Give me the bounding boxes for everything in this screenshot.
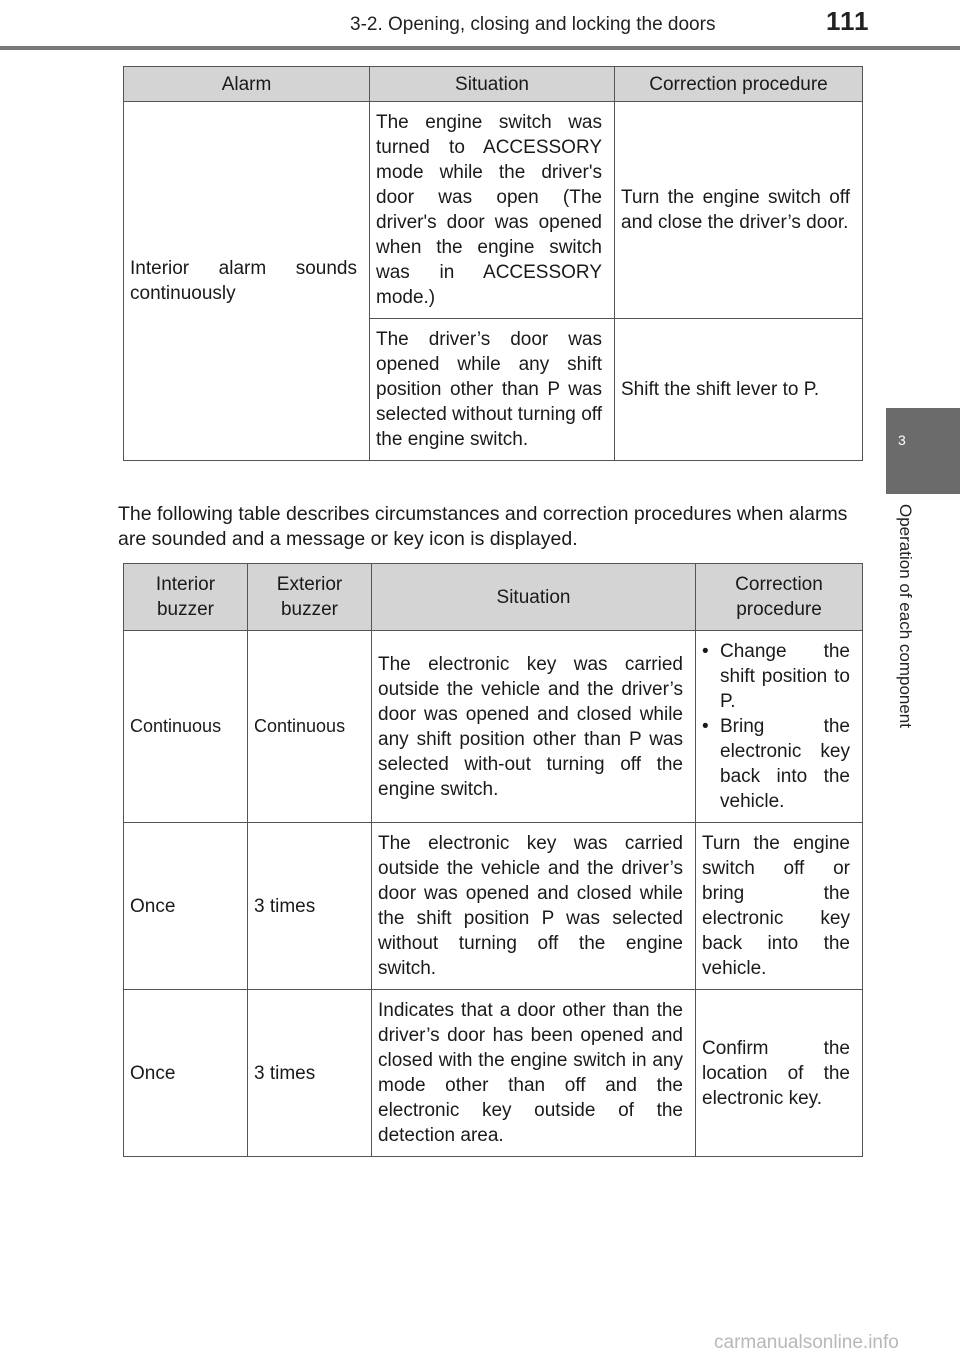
header-situation: Situation bbox=[372, 564, 696, 631]
section-title: 3-2. Opening, closing and locking the doors bbox=[350, 14, 716, 35]
interior-buzzer-cell: Once bbox=[124, 990, 248, 1157]
watermark: carmanualsonline.info bbox=[714, 1332, 899, 1353]
table-header-row bbox=[124, 564, 863, 631]
page-header bbox=[0, 0, 960, 50]
situation-cell: The driver’s door was opened while any shift position other than P was selected without turning off the engine switch. bbox=[370, 319, 615, 461]
interior-buzzer-cell: Once bbox=[124, 823, 248, 990]
header-exterior-buzzer: Exterior buzzer bbox=[248, 564, 372, 631]
table-row bbox=[124, 990, 863, 1157]
chapter-label-wrap bbox=[888, 504, 922, 776]
situation-cell: The electronic key was carried outside the vehicle and the driver’s door was opened and closed while the shift position P was selected without turning off the engine switch. bbox=[372, 823, 696, 990]
exterior-buzzer-cell: 3 times bbox=[248, 990, 372, 1157]
chapter-label: Operation of each component bbox=[896, 504, 915, 728]
correction-cell: Shift the shift lever to P. bbox=[615, 319, 863, 461]
header-interior-buzzer: Interior buzzer bbox=[124, 564, 248, 631]
situation-cell: The electronic key was carried outside the vehicle and the driver’s door was opened and closed while any shift position other than P was selected with-out turning off the engine switch. bbox=[372, 631, 696, 823]
table-header-row bbox=[124, 67, 863, 102]
correction-cell: Turn the engine switch off or bring the electronic key back into the vehicle. bbox=[696, 823, 863, 990]
alarm-table bbox=[123, 66, 863, 461]
list-item: • Bring the electronic key back into the vehicle. bbox=[702, 714, 850, 814]
header-alarm: Alarm bbox=[124, 67, 370, 102]
table-row bbox=[124, 631, 863, 823]
interior-buzzer-cell: Continuous bbox=[124, 631, 248, 823]
page-number: 111 bbox=[826, 6, 870, 36]
buzzer-table bbox=[123, 563, 863, 1157]
alarm-cell: Interior alarm sounds continuously bbox=[124, 102, 370, 461]
header-correction: Correction procedure bbox=[615, 67, 863, 102]
header-correction: Correction procedure bbox=[696, 564, 863, 631]
intro-paragraph: The following table describes circumstances and correction procedures when alarms are sounded and a message or key icon is displayed. bbox=[118, 503, 848, 550]
correction-cell: Turn the engine switch off and close the driver’s door. bbox=[615, 102, 863, 319]
chapter-number: 3 bbox=[898, 432, 906, 448]
correction-cell bbox=[696, 631, 863, 823]
list-item: • Change the shift position to P. bbox=[702, 639, 850, 714]
exterior-buzzer-cell: Continuous bbox=[248, 631, 372, 823]
situation-cell: Indicates that a door other than the driver’s door has been opened and closed with the engine switch in any mode other than off and the electronic key outside of the detection area. bbox=[372, 990, 696, 1157]
header-rule bbox=[0, 46, 960, 50]
chapter-tab bbox=[886, 408, 960, 494]
table-row bbox=[124, 102, 863, 319]
table-row bbox=[124, 823, 863, 990]
header-situation: Situation bbox=[370, 67, 615, 102]
correction-cell: Confirm the location of the electronic key. bbox=[696, 990, 863, 1157]
exterior-buzzer-cell: 3 times bbox=[248, 823, 372, 990]
situation-cell: The engine switch was turned to ACCESSORY mode while the driver's door was open (The driver's door was opened when the engine switch was in ACCESSORY mode.) bbox=[370, 102, 615, 319]
correction-list bbox=[702, 639, 850, 814]
